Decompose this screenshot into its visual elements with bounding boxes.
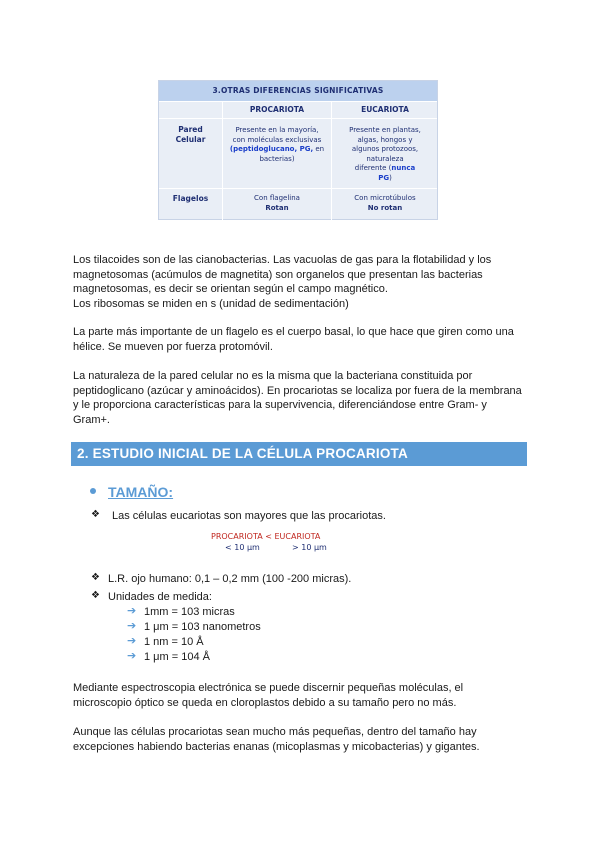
unit-item: 1mm = 103 micras [144,606,235,618]
table-cell-flagelos-eucariota: Con microtúbulos No rotan [354,194,416,212]
table-row-label-flagelos: Flagelos [172,194,209,203]
unit-item: 1 nm = 10 Å [144,636,204,648]
section-header: 2. ESTUDIO INICIAL DE LA CÉLULA PROCARIOTA [71,442,527,466]
paragraph-pared-celular: La naturaleza de la pared celular no es la misma que la bacteriana constituida por peptidoglicano (azúcar y aminoácidos). En procariotas se localiza por fuera de la membrana y le proporciona características para la supervivencia, diferenciándose entre Gram- y Gram+. [73,370,522,426]
arrow-right-icon: ➔ [127,619,137,632]
table-cell-pared-procariota: Presente en la mayoría, con moléculas exclusivas (peptidoglucano, PG, en bacterias) [229,126,325,163]
arrow-right-icon: ➔ [127,604,137,617]
table-cell-flagelos-procariota: Con flagelina Rotan [254,194,300,212]
comparison-table [158,80,438,220]
paragraph-excepciones: Aunque las células procariotas sean mucho más pequeñas, dentro del tamaño hay excepciones habiendo bacterias enanas (micoplasmas y micobacterias) y gigantes. [73,726,480,753]
diamond-bullet-icon: ❖ [91,590,100,601]
arrow-right-icon: ➔ [127,649,137,662]
table-header-procariota: PROCARIOTA [249,105,305,114]
table-divider [159,188,437,189]
table-cell-pared-eucariota: Presente en plantas, algas, hongos y algunos protozoos, naturaleza diferente (nunca PG) [349,126,421,182]
size-comparison-eucariota: > 10 μm [292,543,327,552]
paragraph-espectroscopia: Mediante espectroscopia electrónica se puede discernir pequeñas moléculas, el microscopio óptico se queda en cloroplastos debido a su tamaño pero no más. [73,682,464,709]
tamano-item-3: Unidades de medida: [108,591,212,603]
table-title: 3.OTRAS DIFERENCIAS SIGNIFICATIVAS [159,81,437,101]
unit-item: 1 μm = 104 Å [144,651,210,663]
subheading-tamano: TAMAÑO: [108,484,174,500]
table-row-label-pared: Pared Celular [175,125,206,144]
table-divider [159,118,437,119]
paragraph-flagelo: La parte más importante de un flagelo es el cuerpo basal, lo que hace que giren como una hélice. Se mueven por fuerza protomóvil. [73,326,514,353]
tamano-item-2: L.R. ojo humano: 0,1 – 0,2 mm (100 -200 micras). [108,573,352,585]
diamond-bullet-icon: ❖ [91,572,100,583]
table-header-eucariota: EUCARIOTA [361,105,409,114]
size-comparison: PROCARIOTA < EUCARIOTA [211,532,321,541]
unit-item: 1 μm = 103 nanometros [144,621,261,633]
bullet-dot-icon [90,488,96,494]
size-comparison-procariota: < 10 μm [225,543,260,552]
diamond-bullet-icon: ❖ [91,509,100,520]
paragraph-tilacoides: Los tilacoides son de las cianobacterias. Las vacuolas de gas para la flotabilidad y los magnetosomas (acúmulos de magnetita) son organelos que presentan las bacterias magnetosomas, es decir se orientan según el campo magnético. Los ribosomas se miden en s (unidad de sedimentación) [73,254,492,310]
tamano-item-1: Las células eucariotas son mayores que las procariotas. [112,510,386,522]
arrow-right-icon: ➔ [127,634,137,647]
